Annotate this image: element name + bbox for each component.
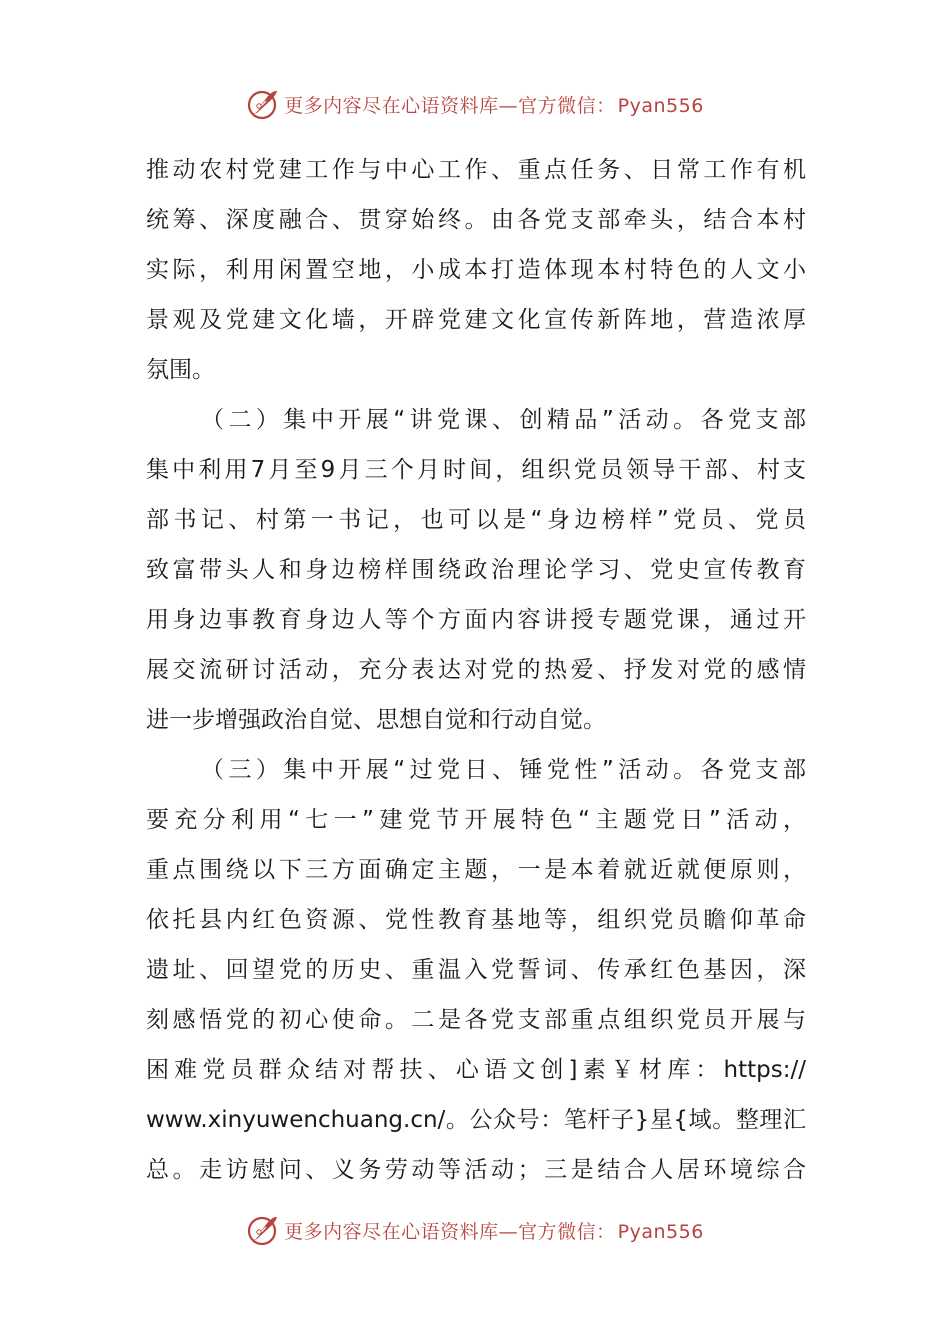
footer-wechat-id: Pyan556 [617, 1220, 704, 1243]
header-banner-label: 更多内容尽在心语资料库—官方微信： [284, 94, 616, 117]
header-banner [0, 84, 950, 124]
body-line: 刻感悟党的初心使命。二是各党支部重点组织党员开展与 [146, 1007, 806, 1033]
body-line: 总。走访慰问、义务劳动等活动；三是结合人居环境综合 [146, 1157, 806, 1183]
section-heading-2: （二）集中开展“讲党课、创精品”活动。各党支部 [201, 407, 806, 433]
body-line: 实际，利用闲置空地，小成本打造体现本村特色的人文小 [146, 257, 806, 283]
pen-feather-logo-icon [246, 1213, 280, 1247]
body-line: 推动农村党建工作与中心工作、重点任务、日常工作有机 [146, 157, 806, 183]
body-line: 展交流研讨活动，充分表达对党的热爱、抒发对党的感情 [146, 657, 806, 683]
body-line: 景观及党建文化墙，开辟党建文化宣传新阵地，营造浓厚 [146, 307, 806, 333]
pen-feather-logo-icon [246, 87, 280, 121]
document-body [146, 145, 806, 1195]
body-line: 用身边事教育身边人等个方面内容讲授专题党课，通过开 [146, 607, 806, 633]
footer-banner [0, 1210, 950, 1250]
body-line: 集中利用7月至9月三个月时间，组织党员领导干部、村支 [146, 457, 806, 483]
body-line: 致富带头人和身边榜样围绕政治理论学习、党史宣传教育 [146, 557, 806, 583]
body-line: 要充分利用“七一”建党节开展特色“主题党日”活动， [146, 807, 806, 833]
section-heading-3: （三）集中开展“过党日、锤党性”活动。各党支部 [201, 757, 806, 783]
body-line: 统筹、深度融合、贯穿始终。由各党支部牵头，结合本村 [146, 207, 806, 233]
body-line: 遗址、回望党的历史、重温入党誓词、传承红色基因，深 [146, 957, 806, 983]
body-line: 重点围绕以下三方面确定主题，一是本着就近就便原则， [146, 857, 806, 883]
body-line: 困难党员群众结对帮扶、心语文创]素￥材库：https:// [146, 1057, 806, 1083]
header-wechat-id: Pyan556 [617, 94, 704, 117]
body-line: 部书记、村第一书记，也可以是“身边榜样”党员、党员 [146, 507, 806, 533]
body-line: www.xinyuwenchuang.cn/。公众号：笔杆子}星{域。整理汇 [146, 1107, 806, 1133]
header-banner-text [284, 91, 704, 118]
footer-banner-text [284, 1217, 704, 1244]
body-line: 进一步增强政治自觉、思想自觉和行动自觉。 [146, 707, 606, 733]
footer-banner-label: 更多内容尽在心语资料库—官方微信： [284, 1220, 616, 1243]
body-line: 依托县内红色资源、党性教育基地等，组织党员瞻仰革命 [146, 907, 806, 933]
body-line: 氛围。 [146, 357, 215, 383]
